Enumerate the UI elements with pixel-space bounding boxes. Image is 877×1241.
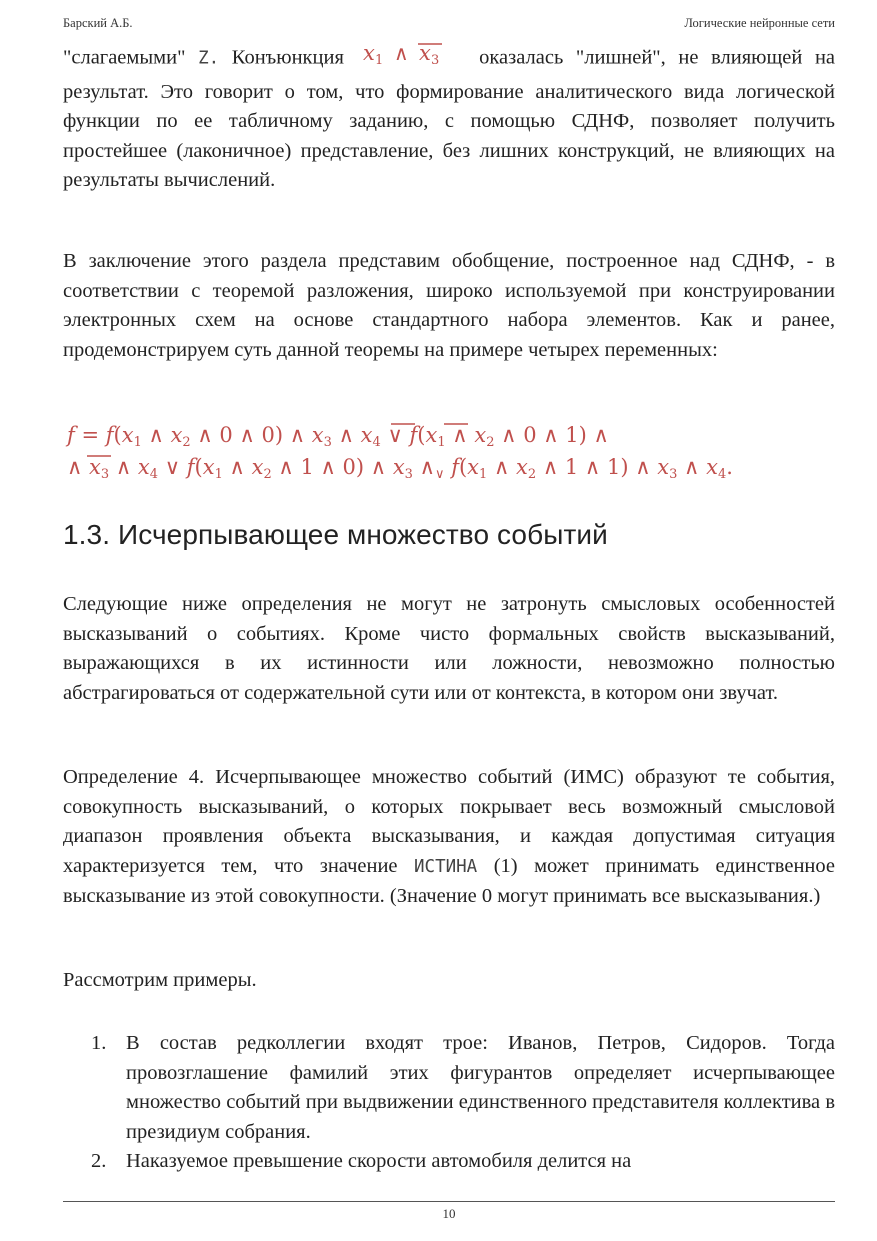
header-author: Барский А.Б. xyxy=(63,16,133,30)
paragraph-decomposition: В заключение этого раздела представим обобщение, построенное над СДНФ, - в соответствии с теоремой разложения, широко используемой при конструировании электронных схем на основе стандартного набора элементов. Как и ранее, продемонстрируем суть данной теоремы на примере четырех переменных: xyxy=(63,250,835,361)
para1-text-c: оказалась "лишней", не влияющей на результат. Это говорит о том, что формирование аналитического вида логической функции по ее табличному заданию, с помощью СДНФ, позволяет получить простейшее (лаконичное) представление, без лишних конструкций, не влияющих на результаты вычислений. xyxy=(63,46,836,192)
list-item-text: Наказуемое превышение скорости автомобиля делится на xyxy=(126,1150,632,1173)
math-sub-3: 3 xyxy=(430,53,439,68)
para1-text-a: "слагаемыми" xyxy=(63,46,186,69)
math-and: ∧ xyxy=(393,41,409,65)
formula-line-2: ∧ x3 ∧ x4 ∨ f(x1 ∧ x2 ∧ 1 ∧ 0) ∧ x3 ∧∨ f(x1 ∧ x2 ∧ 1 ∧ 1) ∧ x3 ∧ x4. xyxy=(67,455,733,480)
paragraph-conjunction xyxy=(63,40,835,196)
math-sub-1: 1 xyxy=(374,53,383,68)
math-x3: x xyxy=(418,41,431,65)
list-item-number: 2. xyxy=(91,1150,107,1173)
document-page xyxy=(63,0,835,1241)
decomposition-formula xyxy=(63,418,835,480)
list-item-text: В состав редколлегии входят трое: Иванов, Петров, Сидоров. Тогда провозглашение фамилий этих фигурантов определяет исчерпывающее множество событий при выдвижении единственного представителя коллектива в президиум собрания. xyxy=(126,1032,835,1143)
list-item xyxy=(63,1147,835,1177)
page-number: 10 xyxy=(442,1206,456,1221)
examples-list xyxy=(63,1029,835,1177)
decomposition-formula-svg xyxy=(63,418,835,480)
variable-z: Z. xyxy=(198,48,220,69)
paragraph-examples-intro: Рассмотрим примеры. xyxy=(63,969,257,991)
definition-text-a: Определение 4. Исчерпывающее множество событий (ИМС) образуют те события, совокупность высказываний, о которых покрывает весь возможный смысловой диапазон проявления объекта высказывания, и каждая допустимая ситуация характеризуется тем, что значение xyxy=(63,766,835,877)
math-x1: x xyxy=(362,41,375,65)
conjunction-formula-svg xyxy=(357,40,467,68)
list-item-number: 1. xyxy=(91,1032,107,1054)
para1-text-b: Конъюнкция xyxy=(231,46,344,69)
conjunction-formula xyxy=(357,40,467,78)
list-item xyxy=(63,1029,835,1147)
footer-divider xyxy=(63,1201,835,1202)
running-header xyxy=(63,16,835,34)
section-heading: 1.3. Исчерпывающее множество событий xyxy=(63,519,608,550)
header-title: Логические нейронные сети xyxy=(684,16,835,30)
formula-line-1: f = f(x1 ∧ x2 ∧ 0 ∧ 0) ∧ x3 ∧ x4 ∨ f(x1 ∧ x2 ∧ 0 ∧ 1) ∧ xyxy=(67,423,609,450)
definition-text-b: (1) может принимать единственное высказывание из этой совокупности. (Значение 0 могут принимать все высказывания.) xyxy=(63,854,836,908)
paragraph-definition-4 xyxy=(63,763,835,912)
value-true: ИСТИНА xyxy=(414,856,478,877)
paragraph-context: Следующие ниже определения не могут не затронуть смысловых особенностей высказываний о событиях. Кроме чисто формальных свойств высказываний, выражающихся в их истинности или ложности, невозможно полностью абстрагироваться от содержательной сути или от контекста, в котором они звучат. xyxy=(63,593,835,704)
